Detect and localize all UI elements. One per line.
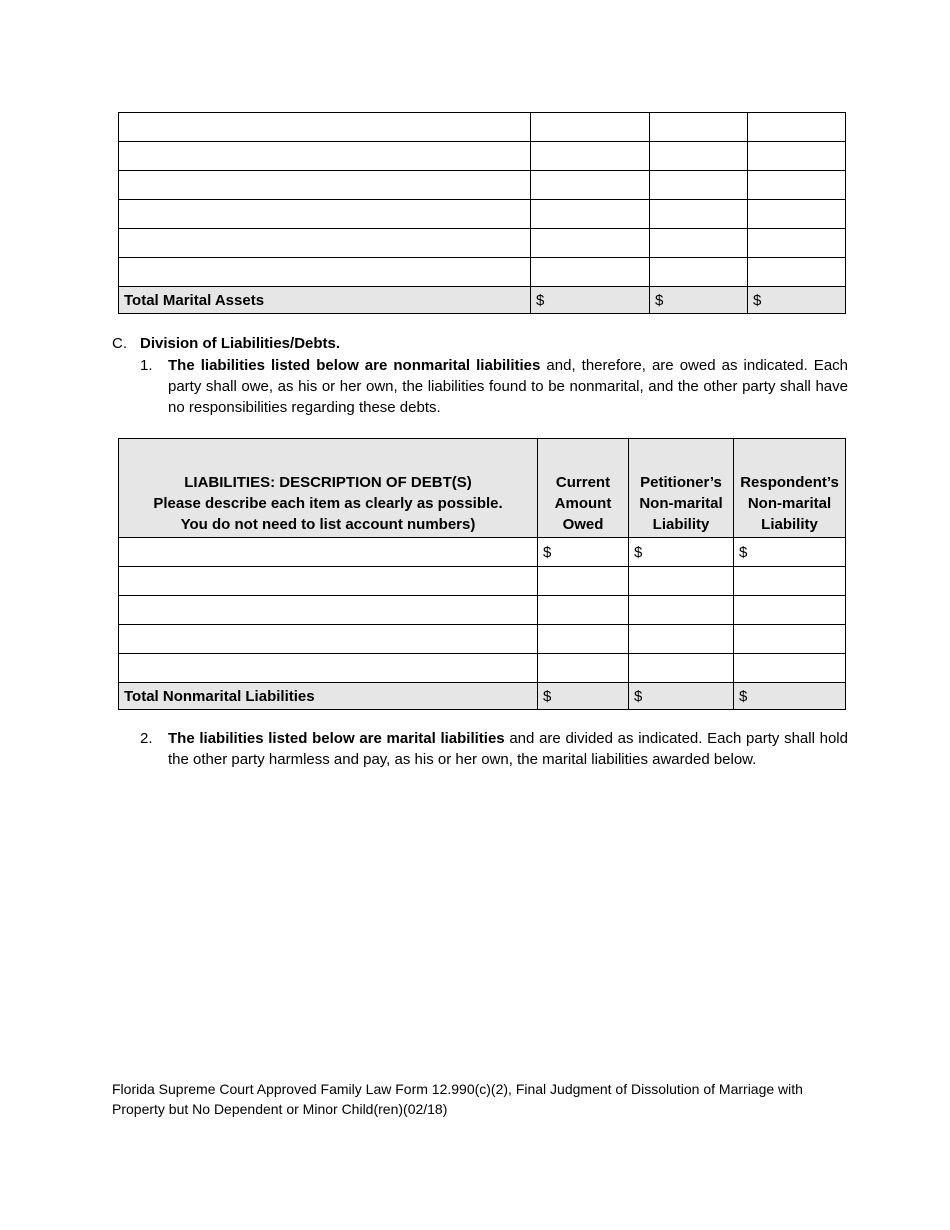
section-letter: C.: [112, 335, 127, 352]
section-title: Division of Liabilities/Debts.: [140, 335, 341, 352]
total-amount-cell[interactable]: $: [538, 683, 629, 710]
item-bold-text: The liabilities listed below are nonmarital liabilities: [168, 357, 541, 374]
item-number: 2.: [140, 730, 153, 747]
table-row: [119, 567, 846, 596]
asset-description-cell[interactable]: [119, 142, 531, 171]
total-marital-assets-row: [119, 287, 846, 314]
table-row: [119, 596, 846, 625]
total-nonmarital-liabilities-row: [119, 683, 846, 710]
item-text: [168, 728, 848, 770]
item-rest-text: and, therefore, are owed as indicated. Each party shall owe, as his or her own, the liabilities found to be nonmarital, and the other party shall have no responsibilities regarding these debts.: [168, 357, 848, 416]
debt-description-cell[interactable]: [119, 567, 538, 596]
asset-description-cell[interactable]: [119, 200, 531, 229]
item-rest-text: and are divided as indicated. Each party shall hold the other party harmless and pay, as his or her own, the marital liabilities awarded below.: [168, 730, 848, 768]
asset-description-cell[interactable]: [119, 258, 531, 287]
footer-line-1: Florida Supreme Court Approved Family Law Form 12.990(c)(2), Final Judgment of Dissolution of Marriage with: [112, 1081, 803, 1097]
form-footer: [112, 1079, 852, 1119]
total-amount-cell[interactable]: $: [650, 287, 748, 314]
item-number: 1.: [140, 357, 153, 374]
total-amount-cell[interactable]: $: [748, 287, 846, 314]
table-row: $ $ $: [119, 538, 846, 567]
marital-assets-table: [118, 112, 846, 314]
asset-description-cell[interactable]: [119, 113, 531, 142]
header-description: LIABILITIES: DESCRIPTION OF DEBT(S) Please describe each item as clearly as possible. You do not need to list account numbers): [119, 439, 538, 538]
table-row: [119, 229, 846, 258]
footer-line-2: Property but No Dependent or Minor Child(ren)(02/18): [112, 1101, 448, 1117]
total-amount-cell[interactable]: $: [734, 683, 846, 710]
item-bold-text: The liabilities listed below are marital liabilities: [168, 730, 505, 747]
table-row: [119, 258, 846, 287]
table-row: [119, 113, 846, 142]
header-current-amount: Current Amount Owed: [538, 439, 629, 538]
debt-description-cell[interactable]: [119, 625, 538, 654]
debt-description-cell[interactable]: [119, 596, 538, 625]
table-row: [119, 200, 846, 229]
header-respondent-liability: Respondent’s Non-marital Liability: [734, 439, 846, 538]
item-text: [168, 355, 848, 418]
total-nonmarital-liabilities-label: Total Nonmarital Liabilities: [119, 683, 538, 710]
table-header-row: [119, 439, 846, 538]
total-marital-assets-label: Total Marital Assets: [119, 287, 531, 314]
table-row: [119, 171, 846, 200]
table-row: [119, 142, 846, 171]
asset-description-cell[interactable]: [119, 171, 531, 200]
header-petitioner-liability: Petitioner’s Non-marital Liability: [629, 439, 734, 538]
total-amount-cell[interactable]: $: [531, 287, 650, 314]
total-amount-cell[interactable]: $: [629, 683, 734, 710]
nonmarital-liabilities-table: [118, 438, 846, 710]
table-row: [119, 625, 846, 654]
debt-description-cell[interactable]: [119, 654, 538, 683]
debt-description-cell[interactable]: [119, 538, 538, 567]
table-row: [119, 654, 846, 683]
asset-description-cell[interactable]: [119, 229, 531, 258]
